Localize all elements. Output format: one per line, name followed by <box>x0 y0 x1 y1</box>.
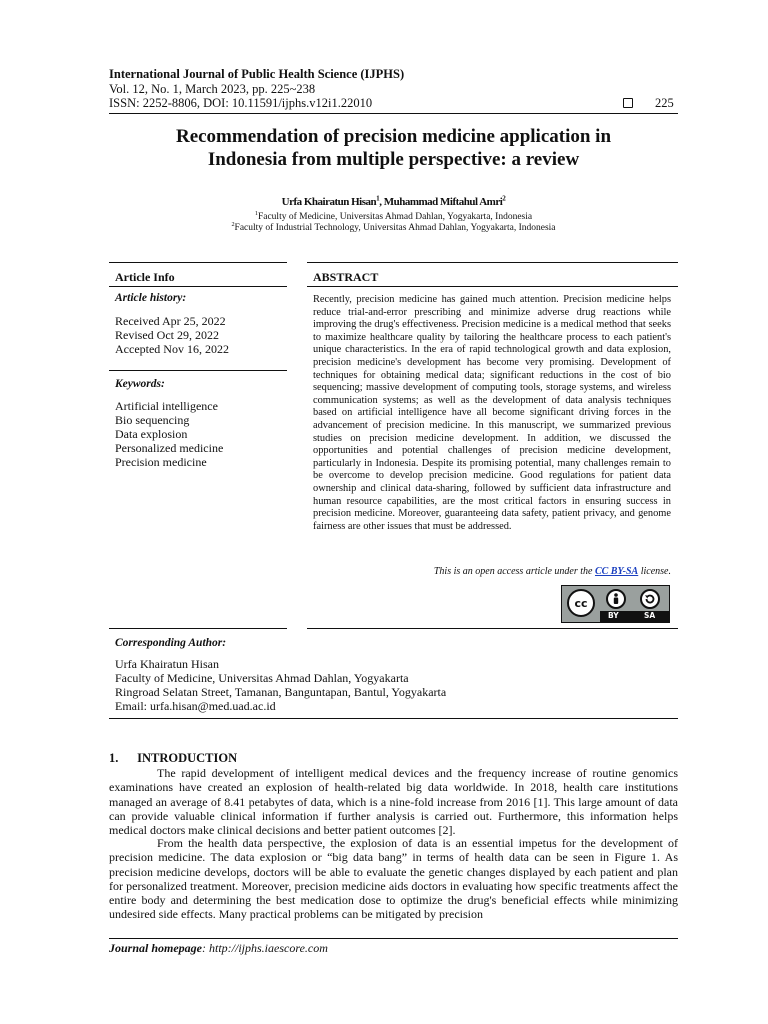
affiliation-1-text: Faculty of Medicine, Universitas Ahmad Dahlan, Yogyakarta, Indonesia <box>257 212 533 222</box>
author-1: Urfa Khairatun Hisan <box>281 196 377 208</box>
abstract-body: Recently, precision medicine has gained much attention. Precision medicine helps reduce trial-and-error prescribing and minimize adverse drug reactions while improving the drug's effectiveness. Precision medicine is a medical method that seeks to maximize healthcare quality by tailoring the healthcare process to each patient's unique characteristics. In the era of rapid technological growth and data explosion, precision medicine's development has become very promising. Development of techniques for obtaining medical data; significant reductions in the cost of bio sequencing; massive development of computing tools, storage systems, and wireless communication systems; as well as the development of data analysis techniques based on artificial intelligence have all become significant driving forces in the advancement of precision medicine. In this manuscript, we summarized previous studies on precision medicine development. In addition, we discussed the opportunities and potential challenges of precision medicine development, particularly in Indonesia. Despite its promising potential, many challenges remain to be overcome to develop precision medicine. Good regulations for patient data ownership and clinical data-sharing, followed by sufficient data infrastructure and human resource capabilities, are the most critical factors in ensuring success in precision medicine. Moreover, guaranteeing data safety, patient privacy, and genome fairness are other issues that must be addressed. <box>313 294 671 532</box>
corresponding-faculty: Faculty of Medicine, Universitas Ahmad Dahlan, Yogyakarta <box>115 671 409 685</box>
article-info-bottom-rule <box>109 628 287 629</box>
share-alike-icon <box>640 589 660 609</box>
abstract-bottom-rule <box>307 628 678 629</box>
footer-rule <box>109 938 678 939</box>
cc-logo-text: cc <box>574 596 588 610</box>
article-info-heading: Article Info <box>115 270 175 284</box>
keyword-item: Bio sequencing <box>115 413 190 427</box>
intro-paragraph-1: The rapid development of intelligent medical devices and the frequency increase of routine genomics examinations have created an explosion of health-related big data worldwide. In 2018, health care institutions managed an average of 8.41 petabytes of data, which is a nine-fold increase from 2016 [1]. This large amount of data can provide valuable clinical information if further analysis is carried out. Furthermore, this information helps medical doctors make clinical decisions and better patient outcomes [2]. <box>109 766 678 838</box>
affiliation-1-sup: 1 <box>254 210 258 217</box>
attribution-person-icon <box>606 589 626 609</box>
license-link[interactable]: CC BY-SA <box>594 566 639 577</box>
header-rule <box>109 113 678 114</box>
author-2: Muhammad Miftahul Amri <box>383 196 503 208</box>
abstract-mid-rule <box>307 286 678 287</box>
author-separator: , <box>379 196 384 208</box>
license-prefix: This is an open access article under the <box>433 566 595 577</box>
keyword-item: Data explosion <box>115 427 188 441</box>
received-date: Received Apr 25, 2022 <box>115 314 226 328</box>
corresponding-bottom-rule <box>109 718 678 719</box>
cc-label-strip <box>600 611 670 623</box>
affiliation-2-text: Faculty of Industrial Technology, Universitas Ahmad Dahlan, Yogyakarta, Indonesia <box>234 223 556 233</box>
journal-issn-doi: ISSN: 2252-8806, DOI: 10.11591/ijphs.v12i1.22010 <box>109 96 373 110</box>
keywords-rule <box>109 370 287 371</box>
homepage-url[interactable]: http://ijphs.iaescore.com <box>209 941 328 955</box>
keyword-item: Precision medicine <box>115 455 207 469</box>
homepage-colon: : <box>202 941 210 955</box>
license-statement <box>313 566 671 577</box>
journal-volume: Vol. 12, No. 1, March 2023, pp. 225~238 <box>109 82 316 96</box>
title-line-1: Recommendation of precision medicine application in <box>175 126 612 147</box>
corresponding-address: Ringroad Selatan Street, Tamanan, Banguntapan, Bantul, Yogyakarta <box>115 685 447 699</box>
abstract-heading: ABSTRACT <box>313 270 379 284</box>
page-number: 225 <box>655 96 674 110</box>
article-info-top-rule <box>109 262 287 263</box>
cc-by-label: BY <box>608 611 619 620</box>
corresponding-name: Urfa Khairatun Hisan <box>115 657 219 671</box>
author-1-sup: 1 <box>376 194 380 203</box>
author-2-sup: 2 <box>502 194 506 203</box>
author-list <box>109 196 678 208</box>
intro-paragraph-2: From the health data perspective, the explosion of data is an essential impetus for the development of precision medicine. The data explosion or “big data bang” in terms of health data can be seen in Figure 1. As precision medicine develops, doctors will be able to evaluate the genetic changes displayed by each patient and plan for personalized treatment. Moreover, precision medicine aids doctors in evaluating how specific treatments affect the entire body and determining the best medication dose to optimize the drug's beneficial effects while minimizing undesired side effects. Many practical problems can be mitigated by precision <box>109 836 678 922</box>
title-line-2: Indonesia from multiple perspective: a review <box>207 149 580 170</box>
keyword-item: Personalized medicine <box>115 441 224 455</box>
article-info-mid-rule <box>109 286 287 287</box>
homepage-label: Journal homepage <box>109 941 203 955</box>
affiliation-2-sup: 2 <box>231 221 235 228</box>
affiliation-2 <box>109 223 678 233</box>
accepted-date: Accepted Nov 16, 2022 <box>115 342 229 356</box>
journal-homepage <box>109 941 328 956</box>
keyword-item: Artificial intelligence <box>115 399 218 413</box>
cc-by-sa-badge-icon[interactable] <box>561 585 670 623</box>
corresponding-email: Email: urfa.hisan@med.uad.ac.id <box>115 699 276 713</box>
journal-name: International Journal of Public Health Science (IJPHS) <box>109 67 405 81</box>
affiliation-1 <box>109 212 678 222</box>
article-history-heading: Article history: <box>115 292 187 304</box>
introduction-heading: 1. INTRODUCTION <box>109 751 238 765</box>
keywords-heading: Keywords: <box>115 378 165 390</box>
abstract-top-rule <box>307 262 678 263</box>
corresponding-heading: Corresponding Author: <box>115 637 227 649</box>
page-square-icon <box>623 98 633 108</box>
cc-logo-icon <box>567 589 595 617</box>
license-suffix: license. <box>638 566 671 577</box>
revised-date: Revised Oct 29, 2022 <box>115 328 219 342</box>
paper-title <box>109 125 678 171</box>
cc-sa-label: SA <box>644 611 656 620</box>
